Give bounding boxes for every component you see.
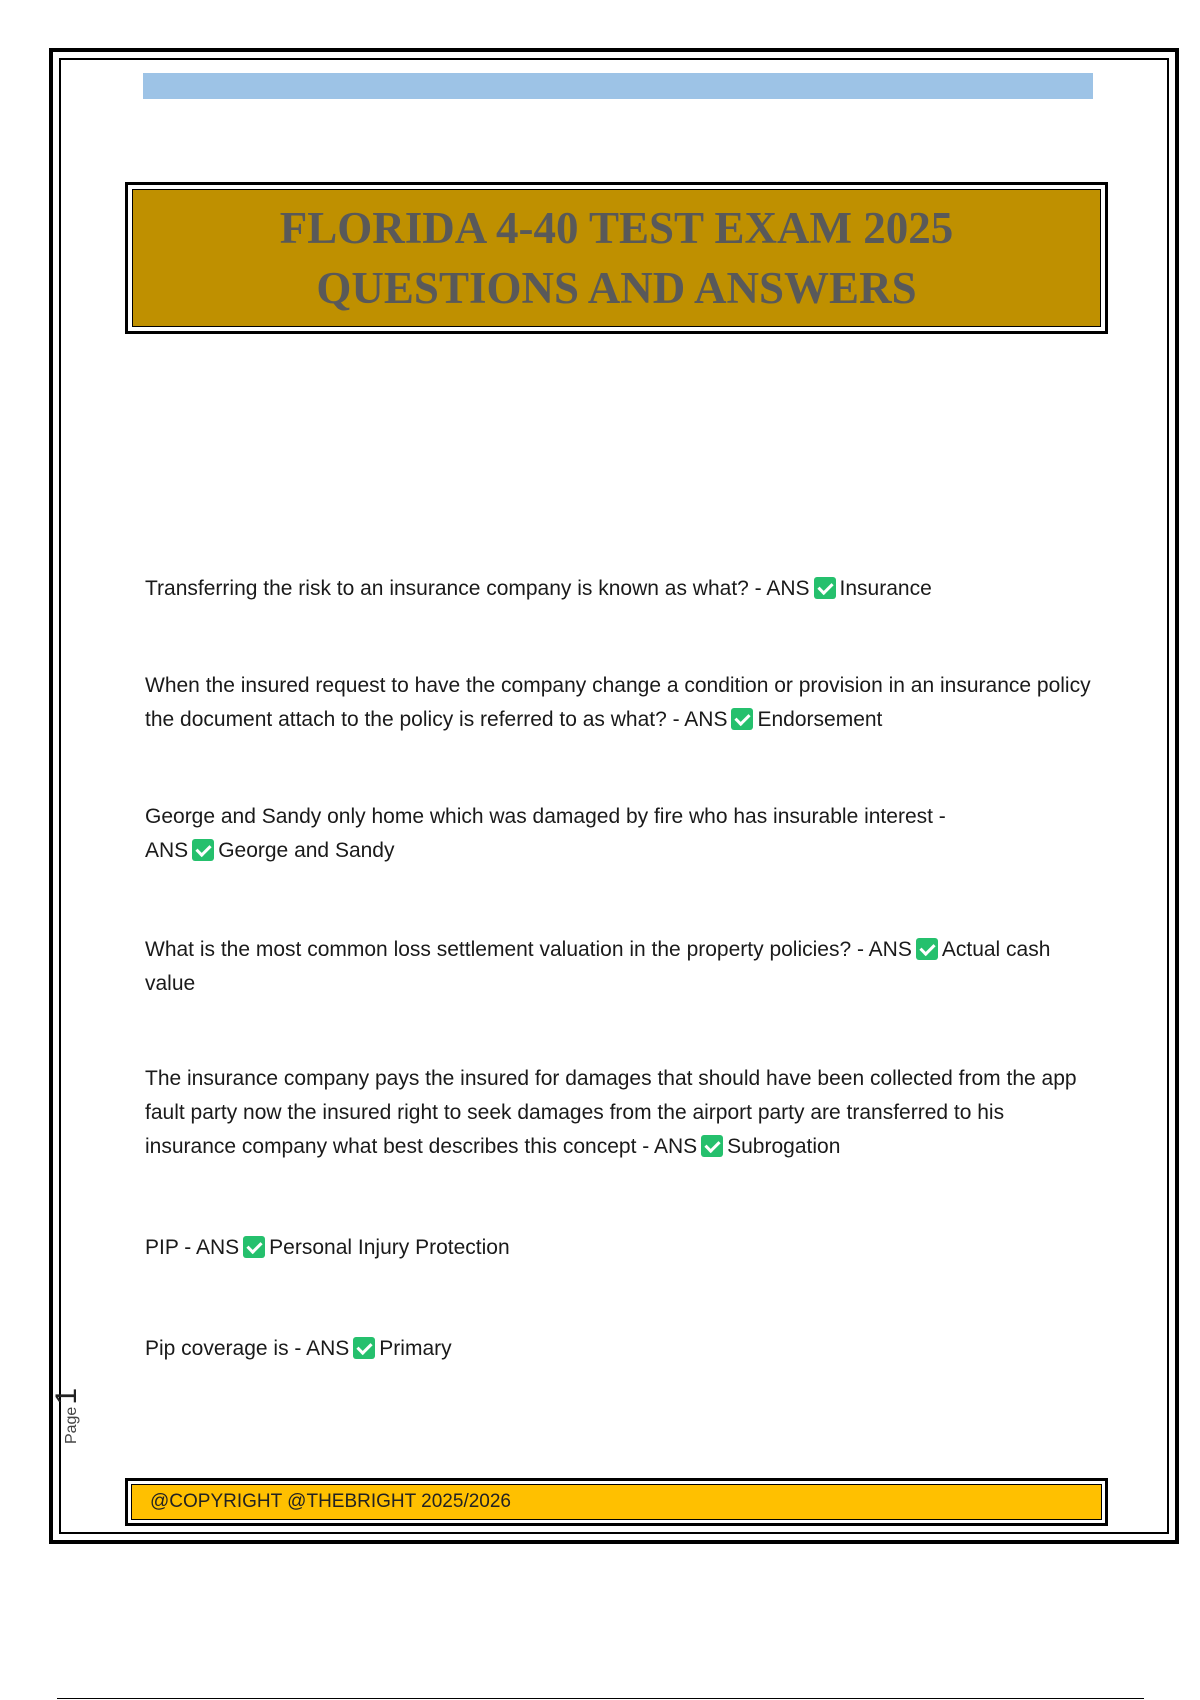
footer-copyright: @COPYRIGHT @THEBRIGHT 2025/2026 xyxy=(131,1484,1102,1520)
question-text: PIP - xyxy=(145,1236,196,1259)
question-text: Pip coverage is - xyxy=(145,1337,307,1360)
answer-marker: ANS xyxy=(684,708,728,731)
qa-item xyxy=(145,572,932,606)
question-text: George and Sandy only home which was damaged by fire who has insurable interest - xyxy=(145,805,946,828)
answer-marker: ANS xyxy=(653,1135,698,1158)
answer-marker: ANS xyxy=(766,577,810,600)
answer-marker: ANS xyxy=(306,1337,350,1360)
qa-item xyxy=(145,933,1095,1001)
answer-text: Actual cash value xyxy=(145,938,1051,995)
qa-item xyxy=(145,669,1095,737)
answer-text: Primary xyxy=(379,1337,452,1360)
qa-item xyxy=(145,800,946,868)
check-mark-icon xyxy=(916,938,938,960)
check-mark-icon xyxy=(192,839,214,861)
question-text: When the insured request to have the company change a condition or provision in an insurance policy the document attach to the policy is referred to as what? - xyxy=(145,674,1091,731)
qa-item xyxy=(145,1231,510,1265)
check-mark-icon xyxy=(353,1337,375,1359)
qa-item xyxy=(145,1062,1095,1164)
check-mark-icon xyxy=(814,577,836,599)
answer-text: Endorsement xyxy=(757,708,883,731)
page-number: 1 xyxy=(50,1387,83,1405)
page-number-label xyxy=(50,1387,114,1445)
page-word: Page xyxy=(63,1406,80,1445)
answer-text: Personal Injury Protection xyxy=(269,1236,510,1259)
answer-marker: ANS xyxy=(195,1236,240,1259)
qa-item xyxy=(145,1332,452,1366)
check-mark-icon xyxy=(243,1236,265,1258)
title-banner-fill xyxy=(132,189,1101,327)
answer-text: Insurance xyxy=(839,577,932,600)
title-line-1: FLORIDA 4-40 TEST EXAM 2025 xyxy=(279,203,954,253)
question-text: The insurance company pays the insured for damages that should have been collected from the app fault party now the insured right to seek damages from the airport party are transferred to his insurance company what best describes this concept - xyxy=(145,1067,1077,1158)
answer-marker: ANS xyxy=(145,839,189,862)
check-mark-icon xyxy=(701,1135,723,1157)
answer-text: George and Sandy xyxy=(218,839,395,862)
header-color-bar xyxy=(143,73,1093,99)
question-text: Transferring the risk to an insurance company is known as what? - xyxy=(145,577,767,600)
question-text: What is the most common loss settlement valuation in the property policies? - xyxy=(145,938,869,961)
bottom-divider xyxy=(57,1698,1144,1699)
title-line-2: QUESTIONS AND ANSWERS xyxy=(316,263,917,313)
check-mark-icon xyxy=(731,708,753,730)
answer-marker: ANS xyxy=(868,938,912,961)
footer-banner xyxy=(125,1478,1108,1526)
answer-text: Subrogation xyxy=(727,1135,841,1158)
title-banner xyxy=(125,182,1108,334)
